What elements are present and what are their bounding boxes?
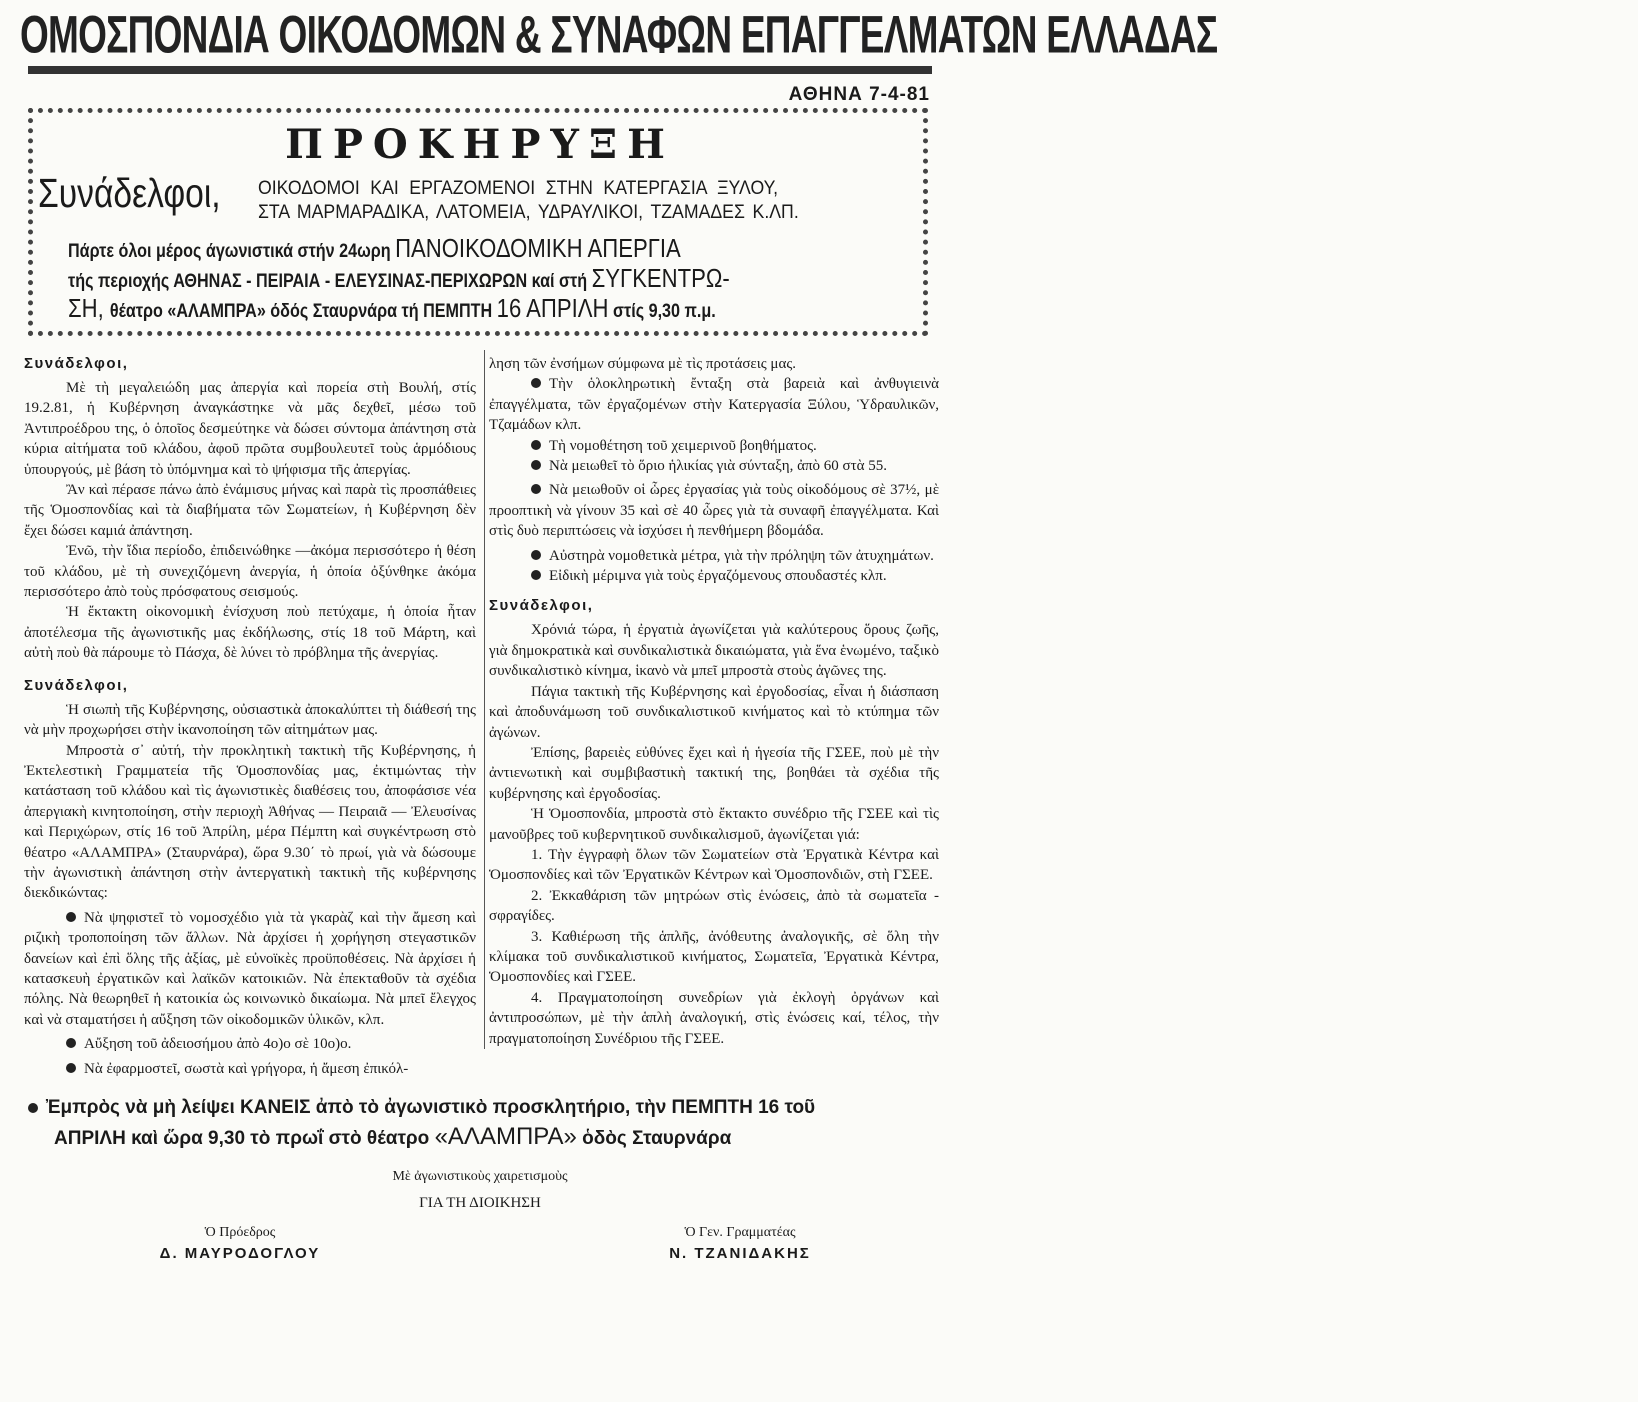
closing-line xyxy=(28,1122,928,1153)
trades-line: ΟΙΚΟΔΟΜΟΙ ΚΑΙ ΕΡΓΑΖΟΜΕΝΟΙ ΣΤΗΝ ΚΑΤΕΡΓΑΣΙΑ ΞΥΛΟΥ, xyxy=(258,178,779,199)
demand-item xyxy=(489,456,939,476)
paragraph: Ἐπίσης, βαρειὲς εὐθύνες ἔχει καὶ ἡ ἡγεσία τῆς ΓΣΕΕ, ποὺ μὲ τὴν ἀντιενωτικὴ καὶ συμβιβαστικὴ τακτική της, βοηθάει τὰ σχέδια τῆς κυβέρνησης καὶ ἐργοδοσίας. xyxy=(489,744,939,802)
paragraph: Ἡ ἔκτακτη οἰκονομικὴ ἐνίσχυση ποὺ πετύχαμε, ἡ ὁποία ἦταν ἀποτέλεσμα τῆς ἀγωνιστικῆς μας ἐκδήλωσης, στίς 18 τοῦ Μάρτη, καὶ αὐτὴ ποὺ θὰ πάρουμε τὸ Πάσχα, δὲ λύνει τὸ πρόβλημα τῆς ἀνεργίας. xyxy=(24,604,476,662)
bullet-icon xyxy=(66,912,76,922)
demand-text: Νὰ ψηφιστεῖ τὸ νομοσχέδιο γιὰ τὰ γκαρὰζ καὶ τὴν ἄμεση καὶ ριζικὴ τροποποίηση τῶν ἄλλων. Νὰ ἀρχίσει ἡ χορήγηση στεγαστικῶν δανείων καὶ ἐπὶ ὅλης τῆς ἀξίας, μὲ εὐνοϊκὲς προϋποθέσεις. Νὰ ἀρχίσει ἡ κατασκευὴ ἐργατικῶν καὶ λαϊκῶν κατοικιῶν. Νὰ ἐπεκταθοῦν τὰ σχέδια πόλης. Νὰ θεωρηθεῖ ἡ κατοικία ὡς κοινωνικὸ δικαίωμα. Νὰ μπεῖ ἔλεγχος καὶ νὰ σταματήσει ἡ αὔξηση τῶν οἰκοδομικῶν ὑλικῶν, κλπ. xyxy=(24,909,476,1028)
bullet-icon xyxy=(28,1103,38,1113)
date: ΑΘΗΝΑ 7-4-81 xyxy=(788,84,930,105)
secretary-role: Ὁ Γεν. Γραμματέας xyxy=(684,1225,796,1240)
demand-item xyxy=(489,546,939,566)
right-column xyxy=(484,350,939,1049)
strike-text: ΠΑΝΟΙΚΟΔΟΜΙΚΗ ΑΠΕΡΓΙΑ xyxy=(395,233,681,263)
numbered-item: 3. Καθιέρωση τῆς ἁπλῆς, ἀνόθευτης ἀναλογικῆς, σὲ ὅλη τὴν κλίμακα τοῦ συνδικαλιστικοῦ κινήματος, Σωματεῖα, Ἐργατικὰ Κέντρα, Ὁμοσπονδίες καὶ ΓΣΕΕ. xyxy=(489,928,939,986)
demand-text: Τὴ νομοθέτηση τοῦ χειμερινοῦ βοηθήματος. xyxy=(549,437,817,454)
paragraph: Πάγια τακτικὴ τῆς Κυβέρνησης καὶ ἐργοδοσίας, εἶναι ἡ διάσπαση καὶ ἀποδυνάμωση τοῦ συνδικαλιστικοῦ κινήματος καὶ τὸ κτύπημα τῶν ἀγώνων. xyxy=(489,683,939,741)
closing-text: Ἐμπρὸς νὰ μὴ λείψει ΚΑΝΕΙΣ ἀπὸ τὸ ἀγωνιστικὸ προσκλητήριο, τὴν ΠΕΜΠΤΗ 16 τοῦ xyxy=(46,1097,816,1118)
demand-item xyxy=(489,436,939,456)
demand-text: Νὰ μειωθεῖ τὸ ὅριο ἡλικίας γιὰ σύνταξη, ἀπὸ 60 στὰ 55. xyxy=(549,458,888,475)
greeting: Συνάδελφοι, xyxy=(38,170,221,216)
demand-item xyxy=(24,908,476,1030)
paragraph: ληση τῶν ἐνσήμων σύμφωνα μὲ τὶς προτάσεις μας. xyxy=(489,356,797,372)
strike-text: τής περιοχής ΑΘΗΝΑΣ - ΠΕΙΡΑΙΑ - ΕΛΕΥΣΙΝΑΣ-ΠΕΡΙΧΩΡΩΝ καί στή xyxy=(68,271,592,292)
demand-text: Νὰ ἐφαρμοστεῖ, σωστὰ καὶ γρήγορα, ἡ ἄμεση ἐπικόλ- xyxy=(84,1060,409,1077)
secretary-signature xyxy=(640,1223,840,1265)
paragraph: Μπροστὰ σ᾽ αὐτή, τὴν προκλητικὴ τακτικὴ τῆς Κυβέρνησης, ἡ Ἐκτελεστικὴ Γραμματεία τῆς Ὁμοσπονδίας μας, ἐκτιμώντας τὴν κατάσταση τοῦ κλάδου καὶ τὶς ἀγωνιστικὲς διαθέσεις του, ἀποφάσισε νέα ἀπεργιακὴ κινητοποίηση, στὴν περιοχὴ Ἀθήνας — Πειραιᾶ — Ἐλευσίνας καὶ Περιχώρων, στίς 16 τοῦ Ἀπρίλη, μέρα Πέμπτη καὶ συγκέντρωση στὸ θέατρο «ΑΛΑΜΠΡΑ» (Σταυρνάρα), ὥρα 9.30΄ τὸ πρωί, γιὰ νὰ δώσουμε τὴν ἀγωνιστικὴ ἀπάντηση στὴν ἀντεργατικὴ τακτικὴ τῆς κυβέρνησης διεκδικώντας: xyxy=(24,742,476,902)
federation-name: ΟΜΟΣΠΟΝΔΙΑ ΟΙΚΟΔΟΜΩΝ & ΣΥΝΑΦΩΝ ΕΠΑΓΓΕΛΜΑΤΩΝ ΕΛΛΑΔΑΣ xyxy=(20,5,1218,64)
bullet-icon xyxy=(531,484,541,494)
page-title: ΠΡΟΚΗΡΥΞΗ xyxy=(285,121,675,168)
bullet-icon xyxy=(531,378,541,388)
demand-text: Νὰ μειωθοῦν οἱ ὧρες ἐργασίας γιὰ τοὺς οἰκοδόμους σὲ 37½, μὲ προοπτικὴ νὰ γίνουν 35 καὶ σὲ 40 ὧρες γιὰ τὰ συναφῆ ἐπαγγέλματα. Καὶ στὶς δυὸ περιπτώσεις νὰ ἰσχύσει ἡ πενθήμερη βδομάδα. xyxy=(489,482,939,540)
strike-text: Πάρτε όλοι μέρος άγωνιστικά στήν 24ωρη xyxy=(68,241,396,262)
columns xyxy=(0,350,960,1079)
paragraph: Χρόνιά τώρα, ἡ ἐργατιὰ ἀγωνίζεται γιὰ καλύτερους ὅρους ζωῆς, γιὰ δημοκρατικὰ καὶ συνδικαλιστικὰ δικαιώματα, γιὰ ἕνα ἑνωμένο, ταξικὸ συνδικαλιστικὸ κίνημα, ἱκανὸ νὰ μπεῖ μπροστὰ στοὺς ἀγῶνες της. xyxy=(489,622,939,680)
demand-text: Αὐστηρὰ νομοθετικὰ μέτρα, γιὰ τὴν πρόληψη τῶν ἀτυχημάτων. xyxy=(549,547,934,564)
strike-text: ΣΗ, xyxy=(68,293,110,323)
secretary-name: Ν. ΤΖΑΝΙΔΑΚΗΣ xyxy=(669,1245,811,1262)
trades-line: ΣΤΑ ΜΑΡΜΑΡΑΔΙΚΑ, ΛΑΤΟΜΕΙΑ, ΥΔΡΑΥΛΙΚΟΙ, ΤΖΑΜΑΔΕΣ Κ.ΛΠ. xyxy=(258,202,799,223)
strike-text: θέατρο «ΑΛΑΜΠΡΑ» όδός Σταυρνάρα τή ΠΕΜΠΤΗ xyxy=(109,301,497,322)
signatures xyxy=(0,1223,960,1265)
closing-text: ὁδὸς Σταυρνάρα xyxy=(576,1128,732,1149)
closing-line xyxy=(28,1093,928,1122)
president-name: Δ. ΜΑΥΡΟΔΟΓΛΟΥ xyxy=(159,1245,321,1262)
demand-item xyxy=(24,1034,476,1054)
board-label: ΓΙΑ ΤΗ ΔΙΟΙΚΗΣΗ xyxy=(419,1195,541,1211)
strike-text: στίς 9,30 π.μ. xyxy=(608,301,716,322)
strike-text: ΣΥΓΚΕΝΤΡΩ- xyxy=(591,263,730,293)
strike-line xyxy=(68,234,681,266)
closing-text: «ΑΛΑΜΠΡΑ» xyxy=(434,1123,577,1150)
demand-text: Τὴν ὁλοκληρωτικὴ ἔνταξη στὰ βαρειὰ καὶ ἀνθυγιεινὰ ἐπαγγέλματα, τῶν ἐργαζομένων στὴν Κατεργασία Ξύλου, Ὑδραυλικῶν, Τζαμάδων κλπ. xyxy=(489,376,939,434)
paragraph: Ἡ Ὁμοσπονδία, μπροστὰ στὸ ἔκτακτο συνέδριο τῆς ΓΣΕΕ καὶ τὶς μανοῦβρες τοῦ κυβερνητικοῦ συνδικαλισμοῦ, ἀγωνίζεται γιά: xyxy=(489,806,939,843)
demand-text: Αὔξηση τοῦ ἀδειοσήμου ἀπὸ 4ο)ο σὲ 10ο)ο. xyxy=(84,1036,352,1053)
bullet-icon xyxy=(531,460,541,470)
bullet-icon xyxy=(66,1038,76,1048)
president-signature xyxy=(120,1223,360,1265)
section-heading: Συνάδελφοι, xyxy=(489,597,594,615)
strike-line xyxy=(68,294,716,326)
demand-item xyxy=(489,374,939,435)
president-role: Ὁ Πρόεδρος xyxy=(204,1225,276,1240)
numbered-item: 2. Ἐκκαθάριση τῶν μητρώων στὶς ἑνώσεις, ἀπὸ τὰ σωματεῖα - σφραγίδες. xyxy=(489,887,939,925)
paragraph: Μὲ τὴ μεγαλειώδη μας ἀπεργία καὶ πορεία στὴ Βουλή, στίς 19.2.81, ἡ Κυβέρνηση ἀναγκάστηκε νὰ μᾶς δεχθεῖ, μέσω τοῦ Ἀντιπροέδρου της, ὁ ὁποῖος δεσμεύτηκε νὰ δώσει σύντομα ἀπάντηση στὰ κύρια αἰτήματα τοῦ κλάδου, ἀφοῦ πρῶτα συμβουλευτεῖ τοὺς ἁρμόδιους ὑπουργούς, μὲ βάση τὸ ὑπόμνημα καὶ τὸ ψήφισμα τῆς ἀπεργίας. xyxy=(24,380,476,478)
section-heading: Συνάδελφοι, xyxy=(24,355,129,372)
demand-item xyxy=(489,480,939,541)
closing-text: ΑΠΡΙΛΗ καὶ ὥρα 9,30 τὸ πρωΐ στὸ θέατρο xyxy=(54,1128,435,1149)
bullet-icon xyxy=(531,550,541,560)
paragraph: Ἡ σιωπὴ τῆς Κυβέρνησης, οὐσιαστικὰ ἀποκαλύπτει τὴ διάθεσή της νὰ μὴν προχωρήσει στὴν ἱκανοποίηση τῶν αἰτημάτων μας. xyxy=(24,701,476,739)
left-column xyxy=(24,350,476,1079)
strike-line xyxy=(68,264,730,296)
masthead xyxy=(20,4,1218,64)
bullet-icon xyxy=(531,440,541,450)
demand-text: Εἰδικὴ μέριμνα γιὰ τοὺς ἐργαζόμενους σπουδαστές κλπ. xyxy=(549,568,887,585)
bullet-icon xyxy=(66,1063,76,1073)
numbered-item: 4. Πραγματοποίηση συνεδρίων γιὰ ἐκλογὴ ὀργάνων καὶ ἀντιπροσώπων, μὲ τὴν ἁπλὴ ἀναλογική, στὶς ἑνώσεις καί, τέλος, τὴν πραγματοποίηση Συνέδριου τῆς ΓΣΕΕ. xyxy=(489,989,939,1047)
strike-text: 16 ΑΠΡΙΛΗ xyxy=(496,293,609,323)
salutation: Μὲ ἀγωνιστικοὺς χαιρετισμοὺς xyxy=(392,1169,568,1184)
masthead-rule xyxy=(28,66,932,74)
body-content xyxy=(0,350,960,1265)
section-heading: Συνάδελφοι, xyxy=(24,676,129,694)
closing-call xyxy=(28,1093,928,1153)
demand-item xyxy=(489,566,939,586)
numbered-item: 1. Τὴν ἐγγραφὴ ὅλων τῶν Σωματείων στὰ Ἐργατικὰ Κέντρα καὶ Ὁμοσπονδίες καὶ τῶν Ἐργατικῶν Κέντρων καὶ Ὁμοσπονδιῶν, στὴ ΓΣΕΕ. xyxy=(489,846,939,884)
paragraph: Ἂν καὶ πέρασε πάνω ἀπὸ ἐνάμισυς μήνας καὶ παρὰ τὶς προσπάθειες τῆς Ὁμοσπονδίας καὶ τὰ διαβήματα τῶν Σωματείων, ἡ Κυβέρνηση δὲν ἔχει δώσει καμιά ἀπάντηση. xyxy=(24,482,476,539)
bullet-icon xyxy=(531,570,541,580)
demand-item xyxy=(24,1059,476,1079)
paragraph: Ἐνῶ, τὴν ἴδια περίοδο, ἐπιδεινώθηκε —ἀκόμα περισσότερο ἡ θέση τοῦ κλάδου, μὲ τὴ συνεχιζόμενη ἀνεργία, ἡ ὁποία ὀξύνθηκε ἀκόμα περισσότερο ἀπὸ τοὺς πρόσφατους σεισμούς. xyxy=(24,543,476,601)
